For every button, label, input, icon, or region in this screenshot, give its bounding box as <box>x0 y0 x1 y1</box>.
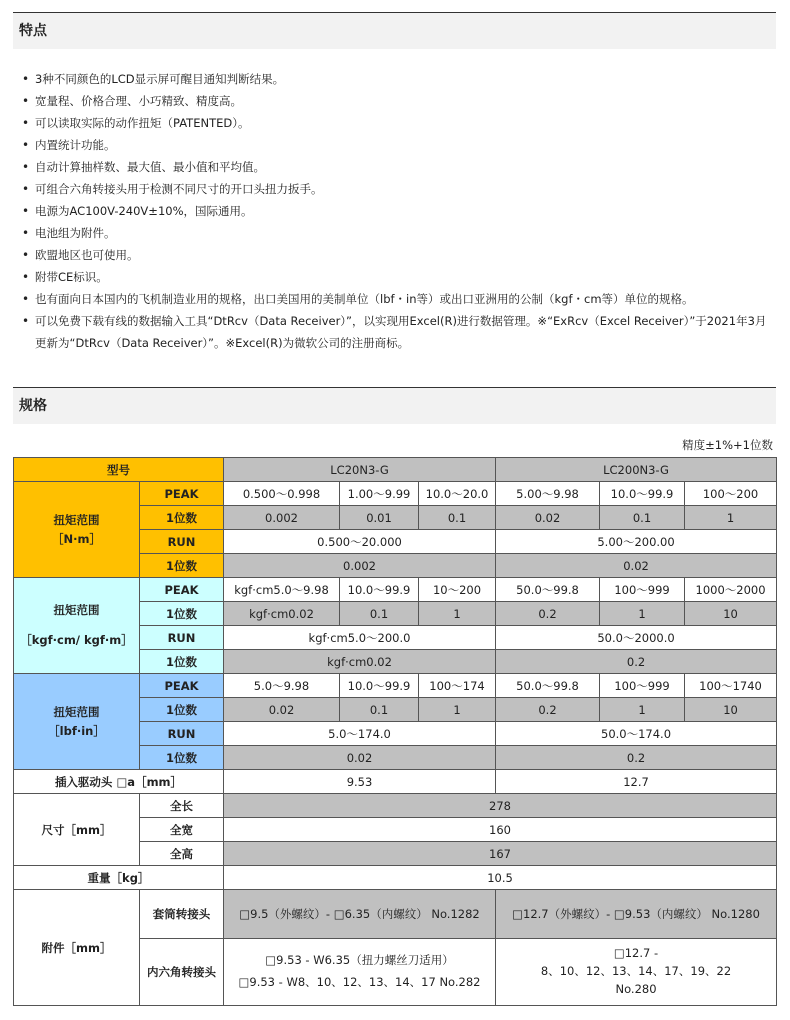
table-cell: 12.7 <box>496 770 777 794</box>
list-item: • 也有面向日本国内的飞机制造业用的规格，出口美国用的美制单位（lbf・in等）或出口亚洲用的公制（kgf・cm等）单位的规格。 <box>22 288 776 310</box>
table-cell: 100～1740 <box>685 674 777 698</box>
table-row <box>14 578 777 602</box>
peak-label: PEAK <box>140 674 224 698</box>
table-cell: 5.0～9.98 <box>224 674 340 698</box>
features-heading: 特点 <box>13 12 776 49</box>
table-row <box>14 458 777 482</box>
table-cell: 0.1 <box>419 506 496 530</box>
table-cell: 1 <box>419 698 496 722</box>
table-cell: 10.0～99.9 <box>600 482 685 506</box>
width-value: 160 <box>224 818 777 842</box>
list-item: • 内置统计功能。 <box>22 134 776 156</box>
table-cell: 100～999 <box>600 578 685 602</box>
list-item: • 可组合六角转接头用于检测不同尺寸的开口头扭力扳手。 <box>22 178 776 200</box>
digit-label: 1位数 <box>140 650 224 674</box>
run-label: RUN <box>140 626 224 650</box>
digit-label: 1位数 <box>140 506 224 530</box>
table-cell: 0.002 <box>224 506 340 530</box>
socket-adapter-label: 套筒转接头 <box>140 890 224 939</box>
height-value: 167 <box>224 842 777 866</box>
table-cell: kgf·cm5.0～9.98 <box>224 578 340 602</box>
table-row <box>14 770 777 794</box>
table-cell: 5.00～9.98 <box>496 482 600 506</box>
list-item: • 可以免费下载有线的数据输入工具“DtRcv（Data Receiver）”，以实现用Excel(R)进行数据管理。※“ExRcv（Excel Receiver）”于2021年3月更新为“DtRcv（Data Receiver）”。※Excel(R)为微软公司的注册商标。 <box>22 310 776 354</box>
digit-label: 1位数 <box>140 698 224 722</box>
spec-heading: 规格 <box>13 387 776 424</box>
table-cell: 0.2 <box>496 650 777 674</box>
list-item: • 电源为AC100V-240V±10%，国际通用。 <box>22 200 776 222</box>
table-cell: 0.2 <box>496 698 600 722</box>
table-cell: 1 <box>600 602 685 626</box>
list-item: • 附带CE标识。 <box>22 266 776 288</box>
list-item: • 自动计算抽样数、最大值、最小值和平均值。 <box>22 156 776 178</box>
table-row <box>14 794 777 818</box>
table-cell: 100～174 <box>419 674 496 698</box>
socket-adapter-lc20: □9.5（外螺纹）- □6.35（内螺纹） No.1282 <box>224 890 496 939</box>
weight-value: 10.5 <box>224 866 777 890</box>
table-cell: 1 <box>600 698 685 722</box>
list-item: • 欧盟地区也可使用。 <box>22 244 776 266</box>
weight-label: 重量［kg］ <box>14 866 224 890</box>
table-row <box>14 866 777 890</box>
table-cell: 100～200 <box>685 482 777 506</box>
table-cell: 10 <box>685 698 777 722</box>
model-label: 型号 <box>14 458 224 482</box>
list-item: • 3种不同颜色的LCD显示屏可醒目通知判断结果。 <box>22 68 776 90</box>
table-cell: 1 <box>685 506 777 530</box>
table-cell: 50.0～99.8 <box>496 578 600 602</box>
table-cell: kgf·cm5.0～200.0 <box>224 626 496 650</box>
width-label: 全宽 <box>140 818 224 842</box>
run-label: RUN <box>140 722 224 746</box>
table-cell: 50.0～99.8 <box>496 674 600 698</box>
table-cell: 5.00～200.00 <box>496 530 777 554</box>
model-lc200: LC200N3-G <box>496 458 777 482</box>
drive-label: 插入驱动头 □a［mm］ <box>14 770 224 794</box>
table-cell: 0.02 <box>496 554 777 578</box>
hex-adapter-label: 内六角转接头 <box>140 939 224 1006</box>
table-cell: 10.0～20.0 <box>419 482 496 506</box>
table-cell: 0.002 <box>224 554 496 578</box>
spec-table <box>13 457 777 1006</box>
features-list <box>22 68 776 354</box>
kgf-range-label: 扭矩范围 ［kgf·cm/ kgf·m］ <box>14 578 140 674</box>
table-cell: 0.1 <box>340 698 419 722</box>
table-cell: 0.2 <box>496 602 600 626</box>
table-cell: 0.1 <box>340 602 419 626</box>
table-row <box>14 890 777 939</box>
table-cell: 0.02 <box>496 506 600 530</box>
height-label: 全高 <box>140 842 224 866</box>
table-row <box>14 674 777 698</box>
table-cell: 9.53 <box>224 770 496 794</box>
accessories-label: 附件［mm］ <box>14 890 140 1006</box>
digit-label: 1位数 <box>140 602 224 626</box>
table-cell: 0.2 <box>496 746 777 770</box>
model-lc20: LC20N3-G <box>224 458 496 482</box>
table-row <box>14 482 777 506</box>
run-label: RUN <box>140 530 224 554</box>
digit-label: 1位数 <box>140 746 224 770</box>
length-value: 278 <box>224 794 777 818</box>
table-cell: 1.00～9.99 <box>340 482 419 506</box>
table-cell: 1 <box>419 602 496 626</box>
peak-label: PEAK <box>140 578 224 602</box>
digit-label: 1位数 <box>140 554 224 578</box>
table-cell: 10～200 <box>419 578 496 602</box>
table-cell: 100～999 <box>600 674 685 698</box>
peak-label: PEAK <box>140 482 224 506</box>
length-label: 全长 <box>140 794 224 818</box>
list-item: • 可以读取实际的动作扭矩（PATENTED）。 <box>22 112 776 134</box>
list-item: • 电池组为附件。 <box>22 222 776 244</box>
table-cell: kgf·cm0.02 <box>224 650 496 674</box>
table-cell: kgf·cm0.02 <box>224 602 340 626</box>
accuracy-note: 精度±1%+1位数 <box>682 438 773 452</box>
table-cell: 10.0～99.9 <box>340 578 419 602</box>
table-cell: 0.500～20.000 <box>224 530 496 554</box>
table-cell: 50.0～2000.0 <box>496 626 777 650</box>
table-cell: 50.0～174.0 <box>496 722 777 746</box>
table-cell: 1000～2000 <box>685 578 777 602</box>
table-cell: 0.1 <box>600 506 685 530</box>
table-cell: 0.01 <box>340 506 419 530</box>
table-cell: 10.0～99.9 <box>340 674 419 698</box>
lbf-range-label: 扭矩范围 ［lbf·in］ <box>14 674 140 770</box>
table-cell: 0.02 <box>224 746 496 770</box>
size-label: 尺寸［mm］ <box>14 794 140 866</box>
table-cell: 5.0～174.0 <box>224 722 496 746</box>
hex-adapter-lc20: □9.53 - W6.35（扭力螺丝刀适用） □9.53 - W8、10、12、13、14、17 No.282 <box>224 939 496 1006</box>
table-cell: 0.02 <box>224 698 340 722</box>
socket-adapter-lc200: □12.7（外螺纹）- □9.53（内螺纹） No.1280 <box>496 890 777 939</box>
list-item: • 宽量程、价格合理、小巧精致、精度高。 <box>22 90 776 112</box>
table-cell: 0.500～0.998 <box>224 482 340 506</box>
nm-range-label: 扭矩范围 ［N·m］ <box>14 482 140 578</box>
table-cell: 10 <box>685 602 777 626</box>
hex-adapter-lc200: □12.7 - 8、10、12、13、14、17、19、22 No.280 <box>496 939 777 1006</box>
